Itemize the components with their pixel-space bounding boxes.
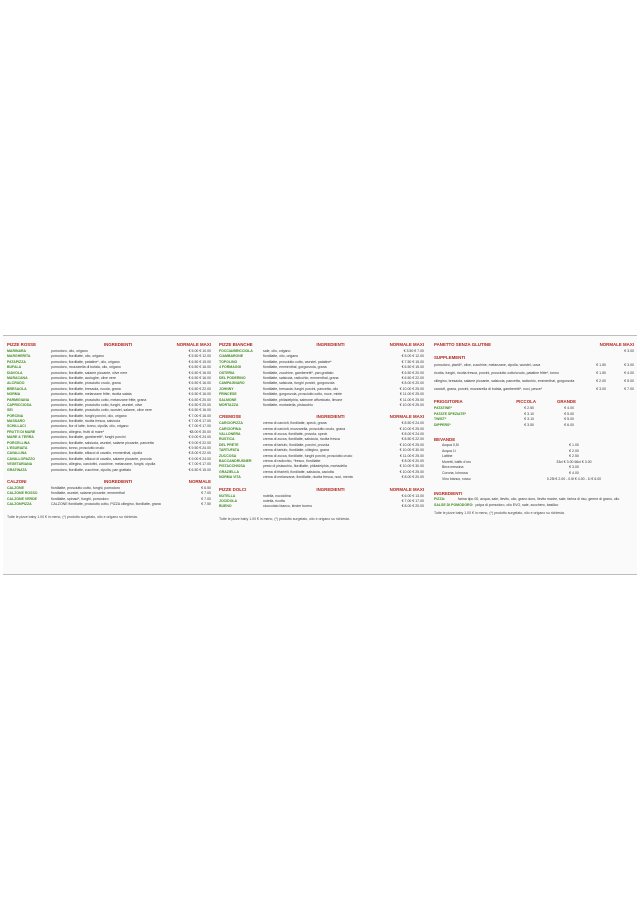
item-ingredients: pomodoro, fiordilatte, melanzane fritte, ricotta salata <box>51 392 132 397</box>
supplement-price-normal: € 2.00 <box>596 379 606 384</box>
footnote: Tutte le pizze baby 1.00 € in meno, (*) prodotto surgelato, olio e origano su richiesta. <box>434 511 565 516</box>
item-list <box>7 349 211 473</box>
section-header <box>219 414 424 421</box>
item-name: BRESAOLA <box>7 386 27 391</box>
drink-price: € 2.00 <box>569 448 579 453</box>
item-ingredients: fiordilatte, gorgonzola, prosciutto cotto, noce, miele <box>263 392 342 397</box>
item-ingredients: crema di zucca, fiordilatte, provola, speck <box>263 432 328 437</box>
item-list <box>7 486 211 508</box>
section-title: CALZONI <box>7 478 27 484</box>
item-ingredients: crema di tartufo, fiordilatte, ciliegino, grana <box>263 448 329 453</box>
item-name: CALZONPIZZA <box>7 502 32 507</box>
item-price: € 10.00 € 25.00 <box>399 402 424 407</box>
item-price: € 8.00 € 20.00 <box>401 459 424 464</box>
item-price: € 8.50 € 24.00 <box>401 421 424 426</box>
salse-ingredients-row <box>434 502 634 508</box>
item-name: MARGHERITA <box>7 354 31 359</box>
item-name: NORMA VITA <box>219 475 241 480</box>
item-ingredients: pomodoro, fiordilatte, acciughe, olive nere <box>51 375 116 380</box>
calzoni-section <box>7 479 211 508</box>
item-name: RUSTICA <box>219 437 235 442</box>
ingredients-header: INGREDIENTI <box>316 486 345 492</box>
item-price: € 5.50 € 12.00 <box>188 354 211 359</box>
item-ingredients: fiordilatte, mortadella, pistacchio <box>263 402 313 407</box>
ingredients-header: INGREDIENTI <box>103 478 133 484</box>
column-3 <box>434 342 634 516</box>
column-small: PICCOLA <box>516 399 536 405</box>
item-price: € 10.00 € 25.00 <box>399 386 424 391</box>
item-ingredients: fiordilatte, salsiccia, funghi porcini, gorgonzola <box>263 381 335 386</box>
drink-price: 33cl € 3.00 66cl € 3.00 <box>556 459 592 464</box>
item-ingredients: fiordilatte, prosciutto cotto, wurstel, patatine* <box>263 359 332 364</box>
item-name: MORTAZZA <box>219 402 239 407</box>
item-price: € 8.00 € 20.00 <box>401 381 424 386</box>
item-price: € 6.50 <box>201 485 211 490</box>
item-name: DIAVOLA <box>7 370 23 375</box>
supplementi-title: SUPPLEMENTI <box>434 355 466 361</box>
item-ingredients: pomodoro, fiordilatte, patatine*, olio, origano <box>51 359 120 364</box>
item-price: € 8.00 € 22.00 <box>188 451 211 456</box>
item-ingredients: pomodoro, fiordilatte, gamberetti*, funghi porcini <box>51 435 126 440</box>
item-price: € 6.50 € 16.00 <box>188 375 211 380</box>
item-name: TOPOLINO <box>219 359 238 364</box>
item-list <box>219 349 424 408</box>
item-name: CARCIOPIZZA <box>219 421 243 426</box>
price-header: NORMALE MAXI <box>389 342 424 347</box>
price-small: € 2.50 <box>524 406 534 411</box>
item-ingredients: fiordilatte, philadelphia, salmone affumicato, limone <box>263 397 343 402</box>
item-name: JOCIDOLA <box>219 498 238 503</box>
item-name: MASSARO <box>7 419 25 424</box>
ingredients-header: INGREDIENTI <box>103 342 133 347</box>
item-price: € 7.00 € 17.00 <box>188 462 211 467</box>
item-ingredients: pomodoro, tonno, prosciutto crudo <box>51 446 105 451</box>
item-price: € 6.50 € 16.00 <box>188 381 211 386</box>
item-ingredients: nutella, ricotta <box>263 498 285 503</box>
item-price: € 11.00 € 25.00 <box>399 392 424 397</box>
item-name: ALCRUDO <box>7 381 25 386</box>
item-ingredients: fiordilatte, salsiccia, radicchio, emmenthal, grana <box>263 375 339 380</box>
pizza-desc: farina tipo 00, acqua, sale, lievito, olio, grano duro, lievito madre, sale, farina di riso, germe di grano, olio <box>458 497 620 502</box>
item-ingredients: pomodoro, mozzarella di bufala, olio, origano <box>51 365 121 370</box>
friggitoria-header <box>434 399 634 406</box>
item-price: € 10.00 € 25.00 <box>399 469 424 474</box>
drink-name: Moretti, baffo d'oro <box>442 459 472 464</box>
section-header <box>219 487 424 494</box>
item-price: € 7.50 € 15.00 <box>401 359 424 364</box>
item-ingredients: pomodoro, fiordilatte, salame piccante, olive nere <box>51 370 128 375</box>
item-ingredients: pomodoro, fiordilatte, bresaola, rucola, grana <box>51 386 121 391</box>
item-price: €8.00 € 30.00 <box>189 429 211 434</box>
price-small: € 3.50 <box>524 422 534 427</box>
section-header <box>7 479 211 486</box>
fried-item-name: DIPPERS* <box>434 422 451 427</box>
supplement-price-maxi: € 4.00 <box>624 371 634 376</box>
item-name: CAMPAGNARO <box>219 381 245 386</box>
item-ingredients: fiordilatte, wurstel, salame piccante, emmenthal <box>51 491 125 496</box>
item-price: € 6.50 € 15.00 <box>188 359 211 364</box>
price: € 3.00 <box>624 349 634 353</box>
item-price: € 7.00 € 16.00 <box>188 413 211 418</box>
item-name: CAVALLINA <box>7 451 27 456</box>
item-price: € 3.50 € 7.00 <box>403 349 424 353</box>
item-ingredients: pomodoro, fiordilatte, sfilacci di cavallo, salame piccante, provola <box>51 456 152 461</box>
ingredients-header: INGREDIENTI <box>316 414 345 420</box>
price-header: NORMALE MAXI <box>599 342 634 347</box>
drink-row <box>434 477 634 483</box>
price-large: € 4.00 <box>564 406 574 411</box>
item-price: € 8.00 € 20.00 <box>401 504 424 509</box>
item-ingredients: pomodoro, fiordilatte, prosciutto cotto, funghi, wurstel, olive <box>51 402 143 407</box>
item-name: CALZONE VERDE <box>7 496 37 501</box>
drink-name: Birra messina <box>442 465 464 470</box>
item-price: € 10.00 € 25.00 <box>399 442 424 447</box>
item-ingredients: pomodoro, fiordilatte, zucchine, cipolla, pan grattato <box>51 467 132 472</box>
bevande-title: BEVANDE <box>434 436 456 442</box>
item-price: € 10.00 € 25.00 <box>399 426 424 431</box>
item-ingredients: pomodoro, fiordilatte, prosciutto crudo, grana <box>51 381 121 386</box>
section-title: CREMOSE <box>219 414 242 420</box>
drink-name: Coronа, Ichnusa <box>442 470 468 475</box>
supplement-row <box>434 361 634 369</box>
item-name: PARMIGIANA <box>7 397 30 402</box>
drink-price: € 3.00 <box>569 465 579 470</box>
item-list <box>219 421 424 480</box>
section-header <box>219 342 424 349</box>
drink-price: 0.25l € 2.00 - 0.5l € 4.00 - 1l € 6.00 <box>546 476 602 481</box>
item-ingredients: pomodoro, olio, origano <box>51 349 88 353</box>
item-price: € 10.00 € 30.00 <box>399 448 424 453</box>
price-header: NORMALE <box>188 478 211 484</box>
item-name: CALZONE ROSSO <box>7 491 38 496</box>
price-header: NORMALE MAXI <box>389 414 424 420</box>
item-name: PORCINA <box>7 413 24 418</box>
item-price: € 6.50 € 20.00 <box>188 402 211 407</box>
item-price: € 9.00 € 24.00 <box>188 435 211 440</box>
supplement-desc: ciliegino, bresaola, salame piccante, salsiccia, pancetta, radicchio, emmenthal, gorgonzola <box>434 379 575 384</box>
item-price: € 8.00 € 24.00 <box>401 432 424 437</box>
item-ingredients: fiordilatte, zucchine, gamberetti*, pan grattato <box>263 370 334 375</box>
item-ingredients: crema di zucca, fiordilatte, funghi porcini, prosciutto crudo <box>263 453 353 458</box>
supplement-price-maxi: € 7.00 <box>624 387 634 392</box>
item-ingredients: fiordilatte, emmenthal, gorgonzola, grana <box>263 365 327 370</box>
item-name: JOHNNY <box>219 386 234 391</box>
item-name: TARTUFATA <box>219 448 240 453</box>
item-ingredients: crema di carciofi, mozzarella, prosciutto crudo, grana <box>263 426 346 431</box>
price-header: NORMALE MAXI <box>389 486 424 492</box>
drink-name: Acqua 0,5l <box>442 442 459 447</box>
item-name: VEGETARIANA <box>7 462 33 467</box>
gluten-free-header <box>434 342 634 349</box>
item-price: € 9.00 € 22.00 <box>188 440 211 445</box>
item-name: DEL PRETE <box>219 442 239 447</box>
supplement-desc: carciofi, grana, porcini, mozzarella di bufala, gamberetti*, noci, pesce* <box>434 387 543 392</box>
item-price: € 6.50 € 16.00 <box>188 392 211 397</box>
item-name: CALZONE <box>7 485 24 490</box>
item-name: CARCIOFINA <box>219 426 241 431</box>
supplement-price-normal: € 1.50 <box>596 371 606 376</box>
supplementi-list <box>434 361 634 393</box>
item-ingredients: pomodoro, fiordilatte, olio, origano <box>51 354 104 359</box>
salse-label: SALSE DI POMODORO: <box>434 503 474 508</box>
item-name: SEI <box>7 408 13 413</box>
supplement-price-maxi: € 3.00 <box>624 363 634 368</box>
item-ingredients: crema di friarielli, fiordilatte, salsiccia, caciotta <box>263 469 334 474</box>
item-name: CIAMBARONE <box>219 354 244 359</box>
price-small: € 3.10 <box>524 417 534 422</box>
pizza-label: PIZZA: <box>434 497 446 502</box>
friggitoria-list <box>434 406 634 428</box>
item-ingredients: fiordilatte, spinaci*, funghi, pomodoro <box>51 496 109 501</box>
item-ingredients: cioccolato bianco, kinder bueno <box>263 504 313 509</box>
drink-price: € 2.50 <box>569 454 579 459</box>
item-name: BACCANDRUSNER <box>219 459 252 464</box>
fried-item-name: PATATINE* <box>434 406 452 411</box>
column-1 <box>7 342 211 520</box>
item-price: € 7.00 <box>201 491 211 496</box>
section-header <box>7 342 211 349</box>
item-ingredients: pomodoro, fior di latte, tonno, cipolla, olio, origano <box>51 424 129 429</box>
item-ingredients: pomodoro, fiordilatte, ricotta fresca, salsiccia <box>51 419 121 424</box>
item-price: € 7.00 <box>201 496 211 501</box>
supplement-desc: pomodoro, piselli*, olive, zucchine, melanzane, cipolla, wurstel, uova <box>434 363 541 368</box>
item-name: OSTERIA <box>219 370 235 375</box>
price-large: € 5.00 <box>564 411 574 416</box>
drink-price: € 4.00 <box>569 470 579 475</box>
section-title: PIZZE ROSSE <box>7 342 37 347</box>
menu-item-row <box>7 502 211 507</box>
supplement-price-normal: € 1.50 <box>596 363 606 368</box>
item-ingredients: crema di radicchio, *fresco, fiordilatte <box>263 459 321 464</box>
item-ingredients: crema di carciofi, fiordilatte, speck, grana <box>263 421 327 426</box>
item-name: NUTELLA <box>219 493 236 498</box>
item-ingredients: nutella, nocciolina <box>263 493 291 498</box>
pizze-dolci-section <box>219 487 424 510</box>
pizze-bianche-section <box>219 342 424 408</box>
column-large: GRANDE <box>556 399 576 405</box>
item-price: € 6.00 € 13.00 <box>401 493 424 498</box>
item-ingredients: crema di zucca, fiordilatte, salsiccia, ricotta fresca <box>263 437 340 442</box>
item-name: MARE & TERRA <box>7 435 34 440</box>
item-ingredients: pomodoro, fiordilatte, salsiccia, wurstel, salame piccante, pancetta <box>51 440 154 445</box>
item-price: € 8.00 € 20.00 <box>401 475 424 480</box>
footnote: Tutte le pizze baby 1.00 € in meno, (*) prodotto surgelato, olio e origano su richiesta. <box>219 516 350 521</box>
item-ingredients: fiordilatte, prosciutto cotto, funghi, pomodoro <box>51 485 121 490</box>
item-ingredients: CALZONE fiordilatte, prosciutto cotto, PIZZA ciliegino, fiordilatte, grana <box>51 502 161 507</box>
section-title: PIZZE DOLCI <box>219 486 247 492</box>
item-ingredients: fiordilatte, olio, origano <box>263 354 299 359</box>
ingredients-header: INGREDIENTI <box>316 342 345 347</box>
item-price: € 6.50 € 22.00 <box>401 375 424 380</box>
bevande-list <box>434 443 634 482</box>
item-ingredients: crema di tartufo, fiordilatte, porcini, provola <box>263 442 330 447</box>
item-name: CAVALLOPAZZO <box>7 456 35 461</box>
supplement-price-maxi: € 5.00 <box>624 379 634 384</box>
price-small: € 3.10 <box>524 411 534 416</box>
item-price: € 11.00 € 25.00 <box>399 453 424 458</box>
price-large: € 6.00 <box>564 422 574 427</box>
item-name: MARINARA <box>7 349 27 353</box>
item-price: € 6.50 € 15.00 <box>401 365 424 370</box>
item-ingredients: pomodoro, fiordilatte, sfilacci di cavallo, emmenthal, cipolla <box>51 451 143 456</box>
item-name: SALMONE <box>219 397 237 402</box>
item-name: DEL PODERINO <box>219 375 246 380</box>
item-ingredients: crema di melanzane, fiordilatte, ricotta fresca, noci, menta <box>263 475 353 480</box>
supplement-row <box>434 369 634 377</box>
item-price: € 11.00 € 25.00 <box>399 397 424 402</box>
price-header: NORMALE MAXI <box>176 342 211 347</box>
supplement-row <box>434 385 634 393</box>
item-name: CAPRICCIOSA <box>7 402 32 407</box>
drink-name: Lattine <box>442 454 453 459</box>
drink-name: Acqua 1l <box>442 448 456 453</box>
ingredienti-title: INGREDIENTI <box>434 491 463 497</box>
menu-item-row <box>219 403 424 408</box>
section-title: PIZZE BIANCHE <box>219 342 253 347</box>
item-price: € 7.00 € 17.00 <box>401 498 424 503</box>
pizze-rosse-section <box>7 342 211 473</box>
item-price: € 6.50 € 15.00 <box>188 467 211 472</box>
item-price: € 5.00 € 12.00 <box>401 354 424 359</box>
item-name: PATAPIZZA <box>7 359 26 364</box>
item-ingredients: pomodoro, ciliegino, frutti di mare* <box>51 429 105 434</box>
item-name: PORCELLINA <box>7 440 30 445</box>
item-list <box>219 494 424 510</box>
drink-name: Vino bianco, rosso <box>442 476 471 481</box>
menu-sheet <box>3 335 637 575</box>
menu-item-row <box>219 504 424 509</box>
item-name: FRINCESE <box>219 392 237 397</box>
fried-item-name: TWIST* <box>434 417 447 422</box>
item-price: € 5.00 € 10.00 <box>188 349 211 353</box>
item-ingredients: pomodoro, fiordilatte, prosciutto cotto, melanzane fritte, grana <box>51 397 147 402</box>
item-price: € 6.50 € 22.00 <box>188 386 211 391</box>
item-ingredients: pomodoro, ciliegino, carciofini, zucchine, melanzane, funghi, cipolla <box>51 462 156 467</box>
item-price: € 9.50 € 24.00 <box>188 446 211 451</box>
item-name: L'ESURIATA <box>7 446 28 451</box>
item-name: 4 FORMAGGI <box>219 365 242 370</box>
item-name: MARACANA <box>7 375 28 380</box>
supplement-price-normal: € 3.00 <box>596 387 606 392</box>
item-price: € 6.50 € 20.00 <box>401 370 424 375</box>
item-name: VALLONERA <box>219 432 241 437</box>
price-large: € 5.00 <box>564 417 574 422</box>
item-name: BUFALA <box>7 365 22 370</box>
menu-item-row <box>219 475 424 480</box>
fried-item-name: PATATE SPEZIATE* <box>434 411 467 416</box>
item-name: FOCCIA/BRICCIOLA <box>219 349 253 353</box>
item-ingredients: fiordilatte, bresaola, funghi porcini, pancetta, olio <box>263 386 339 391</box>
item-price: € 6.50 € 20.00 <box>188 397 211 402</box>
item-price: € 6.50 € 16.00 <box>188 365 211 370</box>
item-name: ZUCCOSA <box>219 453 237 458</box>
item-price: € 7.00 € 17.00 <box>188 424 211 429</box>
cremose-section <box>219 414 424 480</box>
item-ingredients: pesto di pistacchio, fiordilatte, philadelphia, mortadella <box>263 464 347 469</box>
salse-desc: polpa di pomodoro, olio EVO, sale, zucchero, basilico <box>475 503 559 508</box>
item-ingredients: pomodoro, fiordilatte, funghi porcini, olio, origano <box>51 413 127 418</box>
item-price: € 10.00 € 30.00 <box>399 464 424 469</box>
item-name: PISTACCHIOSA <box>219 464 246 469</box>
drink-price: € 1.00 <box>569 442 579 447</box>
item-name: GRATINATA <box>7 467 27 472</box>
item-name: SCHILLACI <box>7 424 26 429</box>
section-title: FRIGGITORIA <box>434 399 463 405</box>
item-price: € 9.00 € 24.00 <box>188 456 211 461</box>
item-ingredients: sale, olio, origano <box>263 349 291 353</box>
item-name: FRUTTI DI MARE <box>7 429 36 434</box>
column-2 <box>219 342 424 522</box>
section-title: PANETTO SENZA GLUTINE <box>434 342 491 347</box>
item-name: BUENO <box>219 504 232 509</box>
item-price: € 8.50 € 22.00 <box>401 437 424 442</box>
footnote: Tutte le pizze baby 1.00 € in meno, (*) prodotto surgelato, olio e origano su richiesta. <box>7 514 138 519</box>
item-price: € 7.50 <box>201 502 211 507</box>
item-price: € 6.50 € 16.00 <box>188 370 211 375</box>
supplement-row <box>434 377 634 385</box>
menu-item-row <box>7 468 211 473</box>
item-price: € 7.00 € 17.00 <box>188 419 211 424</box>
item-ingredients: pomodoro, fiordilatte, prosciutto cotto, wurstel, salame, olive nere <box>51 408 152 413</box>
item-name: NORMA <box>7 392 21 397</box>
item-name: GRAZIELLA <box>219 469 240 474</box>
supplement-desc: ricotta, funghi, ricotta fresca, porcini, prosciutto cotto/crudo, patatine fritte*, tonno <box>434 371 559 376</box>
item-price: € 6.50 € 16.00 <box>188 408 211 413</box>
